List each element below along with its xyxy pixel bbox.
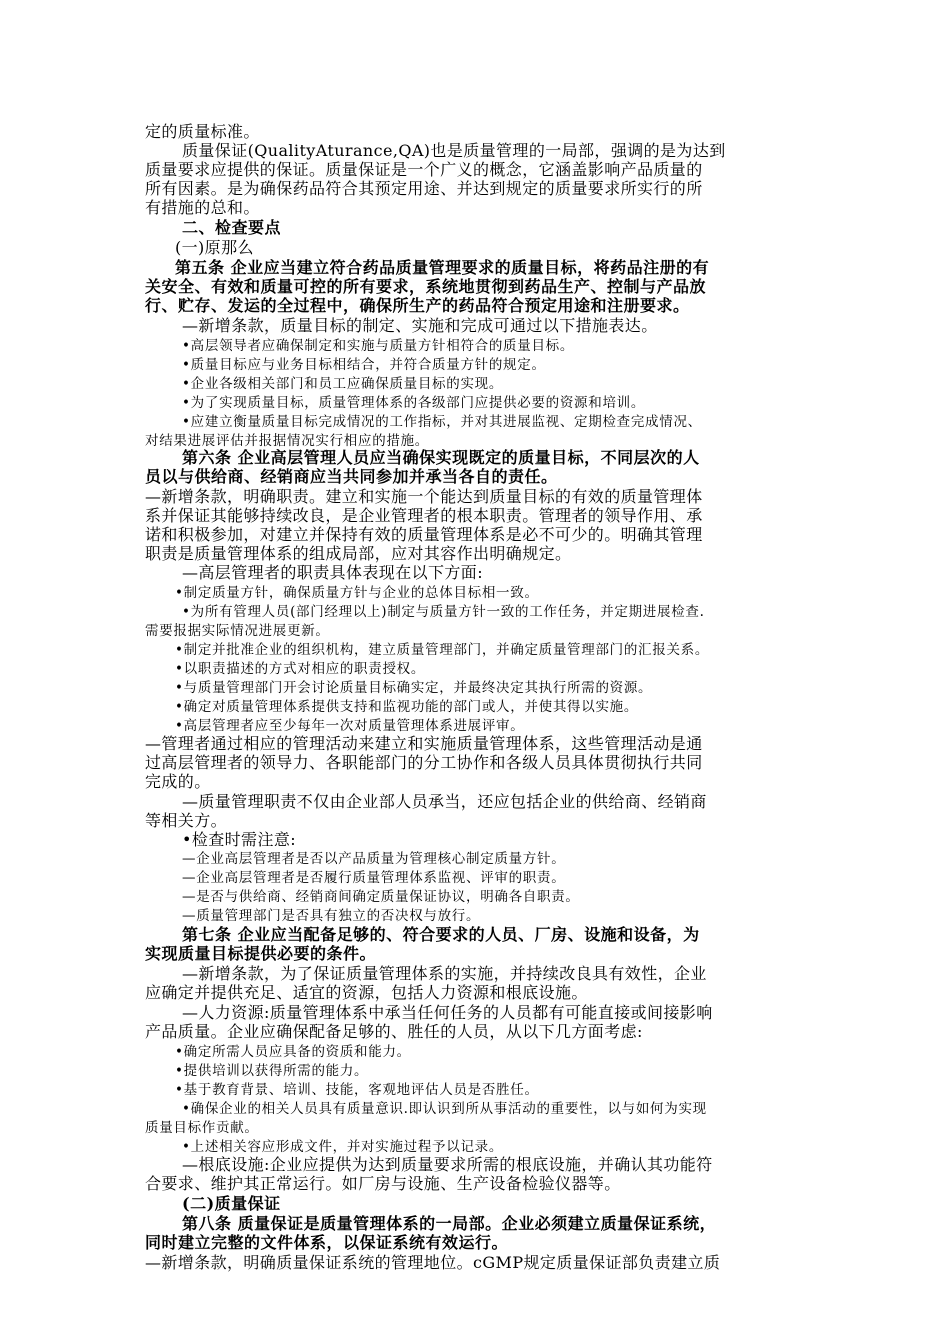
text-line: 质量保证(QualityAturance,QA)也是质量管理的一局部，强调的是为达到 (182, 141, 726, 160)
text-line: 定的质量标准。 (145, 122, 260, 141)
text-line: •基于教育背景、培训、技能，客观地评估人员是否胜任。 (175, 1082, 539, 1098)
text-line: •制定质量方针，确保质量方针与企业的总体目标相一致。 (175, 585, 539, 601)
text-line: —是否与供给商、经销商间确定质量保证协议，明确各自职责。 (182, 889, 580, 905)
text-line: •为了实现质量目标，质量管理体系的各级部门应提供必要的资源和培训。 (182, 395, 646, 411)
text-line: 完成的。 (145, 772, 211, 791)
text-line: •上述相关容应形成文件，并对实施过程予以记录。 (182, 1139, 504, 1155)
text-line: 质量要求应提供的保证。质量保证是一个广义的概念，它涵盖影响产品质量的 (145, 160, 703, 179)
text-line: 第七条 企业应当配备足够的、符合要求的人员、厂房、设施和设备，为 (182, 925, 700, 944)
text-line: •为所有管理人员(部门经理以上)制定与质量方针一致的工作任务，并定期进展检查. (182, 604, 705, 620)
text-line: 质量目标作贡献。 (145, 1120, 259, 1136)
text-line: 第五条 企业应当建立符合药品质量管理要求的质量目标，将药品注册的有 (175, 258, 710, 277)
text-line: 诺和积极参加，对建立并保持有效的质量管理体系是必不可少的。明确其管理 (145, 525, 703, 544)
text-line: •以职责描述的方式对相应的职责授权。 (175, 661, 426, 677)
text-line: 产品质量。企业应确保配备足够的、胜任的人员，从以下几方面考虑: (145, 1022, 643, 1041)
text-line: 等相关方。 (145, 811, 228, 830)
text-line: 过高层管理者的领导力、各职能部门的分工协作和各级人员具体贯彻执行共同 (145, 753, 703, 772)
text-line: 需要报据实际情况进展更新。 (145, 623, 330, 639)
text-line: —高层管理者的职责具体表现在以下方面: (182, 563, 483, 582)
text-line: —质量管理职责不仅由企业部人员承当，还应包括企业的供给商、经销商 (182, 792, 707, 811)
text-line: 行、贮存、发运的全过程中，确保所生产的药品符合预定用途和注册要求。 (145, 296, 690, 315)
text-line: —质量管理部门是否具有独立的否决权与放行。 (182, 908, 481, 924)
text-line: 应确定并提供充足、适宜的资源，包括人力资源和根底设施。 (145, 983, 588, 1002)
text-line: •确定对质量管理体系提供支持和监视功能的部门或人，并使其得以实施。 (175, 699, 639, 715)
text-line: •检查时需注意: (182, 830, 297, 849)
text-line: •确定所需人员应具备的资质和能力。 (175, 1044, 411, 1060)
text-line: 合要求、维护其正常运行。如厂房与设施、生产设备检验仪器等。 (145, 1174, 621, 1193)
text-line: •高层管理者应至少每年一次对质量管理体系进展评审。 (175, 718, 525, 734)
text-line: (一)原那么 (175, 238, 254, 257)
text-line: 职责是质量管理体系的组成局部，应对其容作出明确规定。 (145, 544, 572, 563)
text-line: •企业各级相关部门和员工应确保质量目标的实现。 (182, 376, 504, 392)
text-line: 有措施的总和。 (145, 198, 260, 217)
text-line: —新增条款，质量目标的制定、实施和完成可通过以下措施表达。 (182, 316, 658, 335)
text-line: •与质量管理部门开会讨论质量目标确实定，并最终决定其执行所需的资源。 (175, 680, 653, 696)
text-line: •制定并批准企业的组织机构，建立质量管理部门，并确定质量管理部门的汇报关系。 (175, 642, 710, 658)
text-line: —人力资源:质量管理体系中承当任何任务的人员都有可能直接或间接影响 (182, 1003, 713, 1022)
text-line: —企业高层管理者是否履行质量管理体系监视、评审的职责。 (182, 870, 566, 886)
text-line: 同时建立完整的文件体系，以保证系统有效运行。 (145, 1233, 509, 1252)
text-line: 系并保证其能够持续改良，是企业管理者的根本职责。管理者的领导作用、承 (145, 506, 703, 525)
text-line: —管理者通过相应的管理活动来建立和实施质量管理体系，这些管理活动是通 (145, 734, 703, 753)
text-line: —新增条款，为了保证质量管理体系的实施，并持续改良具有效性，企业 (182, 964, 707, 983)
text-line: 所有因素。是为确保药品符合其预定用途、并达到规定的质量要求所实行的所 (145, 179, 703, 198)
text-line: •质量目标应与业务目标相结合，并符合质量方针的规定。 (182, 357, 546, 373)
text-line: 对结果进展评估并报据情况实行相应的措施。 (145, 433, 429, 449)
text-line: •确保企业的相关人员具有质量意识.即认识到所从事活动的重要性，以与如何为实现 (182, 1101, 707, 1117)
text-line: 关安全、有效和质量可控的所有要求，系统地贯彻到药品生产、控制与产品放 (145, 277, 707, 296)
text-line: —新增条款，明确质量保证系统的管理地位。cGMP规定质量保证部负责建立质 (145, 1253, 721, 1272)
text-line: 二、检查要点 (182, 218, 282, 237)
text-line: •高层领导者应确保制定和实施与质量方针相符合的质量目标。 (182, 338, 575, 354)
text-line: 第八条 质量保证是质量管理体系的一局部。企业必须建立质量保证系统， (182, 1214, 717, 1233)
text-line: (二)质量保证 (182, 1194, 281, 1213)
text-line: •提供培训以获得所需的能力。 (175, 1063, 369, 1079)
text-line: 实现质量目标提供必要的条件。 (145, 944, 377, 963)
text-line: 员以与供给商、经销商应当共同参加并承当各自的责任。 (145, 467, 558, 486)
text-line: —新增条款，明确职责。建立和实施一个能达到质量目标的有效的质量管理体 (145, 487, 703, 506)
text-line: —根底设施:企业应提供为达到质量要求所需的根底设施，并确认其功能符 (182, 1155, 713, 1174)
text-line: —企业高层管理者是否以产品质量为管理核心制定质量方针。 (182, 851, 566, 867)
text-line: •应建立衡量质量目标完成情况的工作指标，并对其进展监视、定期检查完成情况、 (182, 414, 702, 430)
text-line: 第六条 企业高层管理人员应当确保实现既定的质量目标，不同层次的人 (182, 448, 700, 467)
